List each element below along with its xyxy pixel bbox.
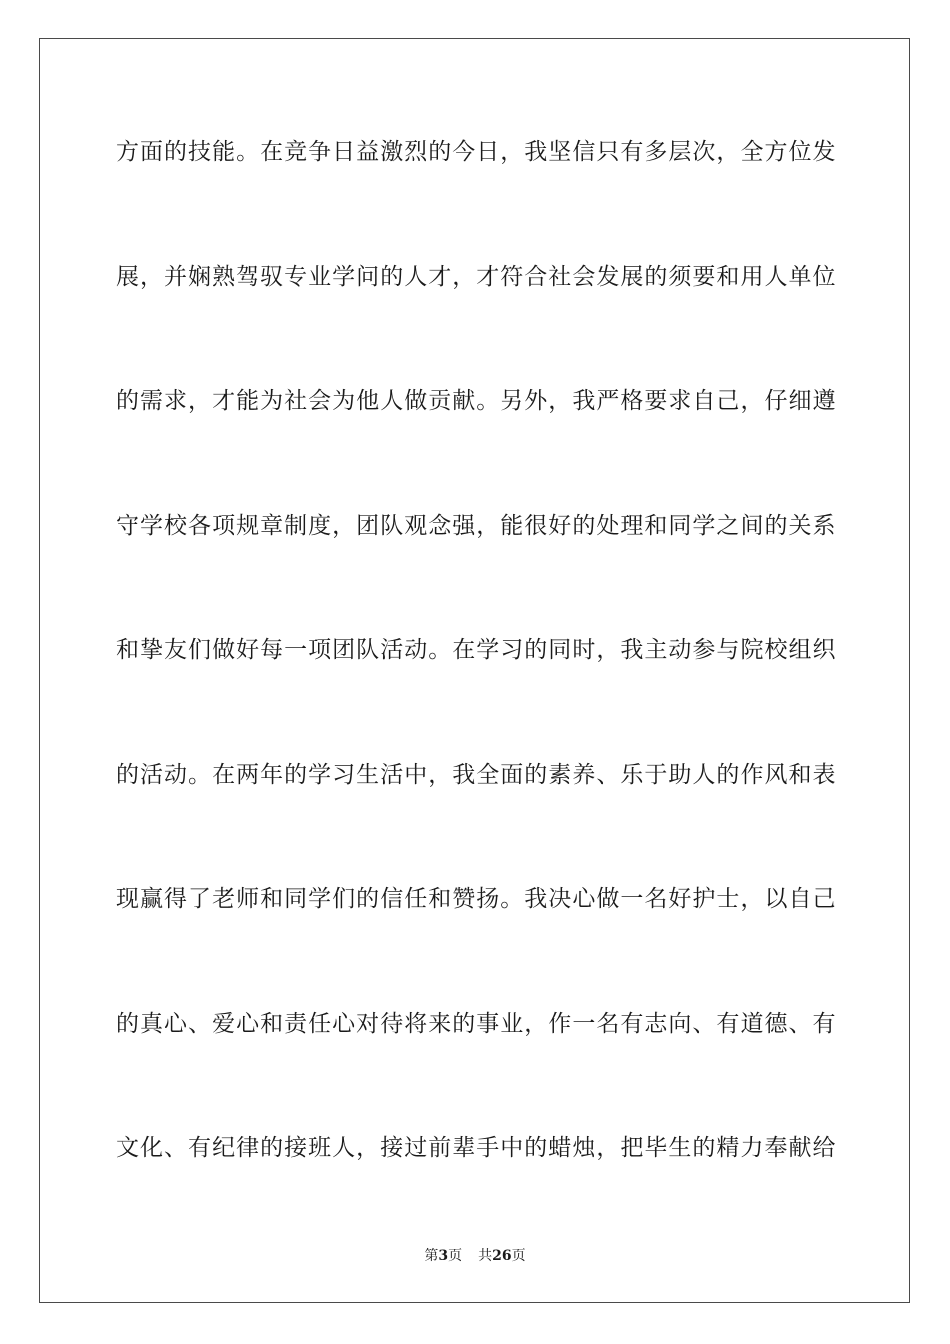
text-line: 文化、有纪律的接班人，接过前辈手中的蜡烛，把毕生的精力奉献给 [116,1135,836,1161]
text-line: 和挚友们做好每一项团队活动。在学习的同时，我主动参与院校组织 [116,637,836,663]
total-suffix: 页 [511,1248,526,1264]
text-line: 方面的技能。在竞争日益激烈的今日，我坚信只有多层次，全方位发 [116,139,836,165]
total-pages: 26 [492,1248,512,1264]
page-suffix: 页 [448,1248,463,1264]
body-text [116,130,836,1251]
text-line: 展，并娴熟驾驭专业学问的人才，才符合社会发展的须要和用人单位 [116,263,836,290]
page-footer [0,1244,950,1268]
text-line: 的需求，才能为社会为他人做贡献。另外，我严格要求自己，仔细遵 [116,388,836,414]
total-prefix: 共 [478,1248,493,1264]
text-line: 的活动。在两年的学习生活中，我全面的素养、乐于助人的作风和表 [116,761,836,788]
text-line: 守学校各项规章制度，团队观念强，能很好的处理和同学之间的关系 [116,512,836,539]
page-prefix: 第 [424,1248,439,1264]
text-line: 的真心、爱心和责任心对待将来的事业，作一名有志向、有道德、有 [116,1010,836,1037]
page-number: 3 [438,1248,449,1264]
text-line: 现赢得了老师和同学们的信任和赞扬。我决心做一名好护士，以自己 [116,886,836,912]
